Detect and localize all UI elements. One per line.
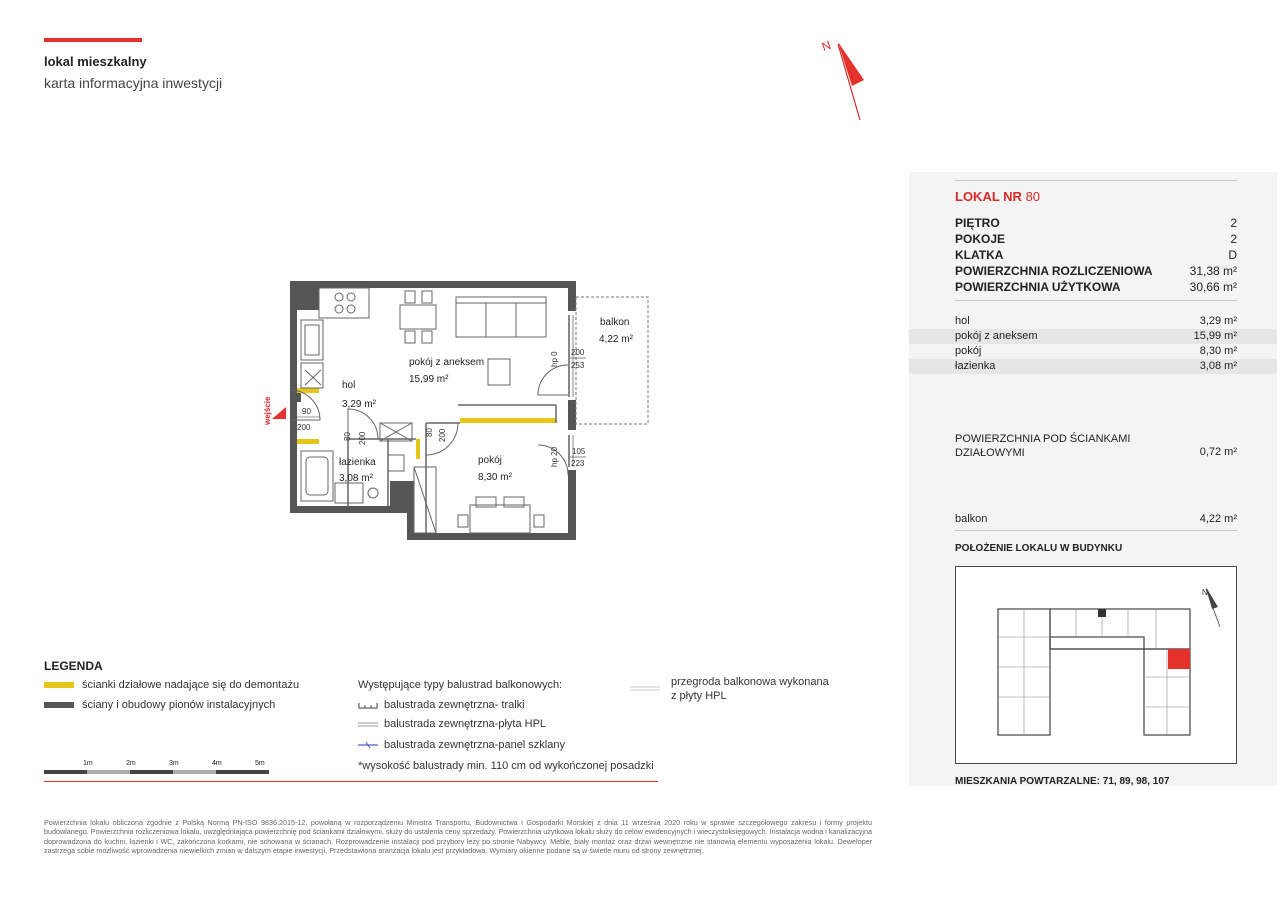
przegroda-line-1: przegroda balkonowa wykonana <box>671 676 829 688</box>
balkon-label: balkon <box>955 513 988 525</box>
info-row-pow-rozliczeniowa <box>955 264 1237 278</box>
building-outline <box>956 567 1238 765</box>
scale-label: 1m <box>83 760 93 767</box>
info-value: 30,66 m² <box>1189 280 1237 294</box>
divider <box>955 300 1237 301</box>
hol-name: hol <box>342 380 356 391</box>
legend-removable: ścianki działowe nadające się do demontażu <box>82 679 300 691</box>
dim-room-width: 80 <box>425 428 434 437</box>
dim-window-h: 223 <box>571 459 585 468</box>
scale-label: 2m <box>126 760 136 767</box>
scale-label: 4m <box>212 760 222 767</box>
info-key: POWIERZCHNIA UŻYTKOWA <box>955 280 1121 294</box>
balustrady-title: Występujące typy balustrad balkonowych: <box>358 679 563 691</box>
scale-label: 3m <box>169 760 179 767</box>
lokal-title <box>955 189 1040 204</box>
room-area: 3,08 m² <box>1199 360 1237 372</box>
legend-swatch-removable <box>44 682 74 688</box>
entry-label: wejście <box>263 396 272 425</box>
pokoj-area: 8,30 m² <box>478 472 512 483</box>
walls-label-2: DZIAŁOWYMI <box>955 447 1025 459</box>
divider <box>955 530 1237 531</box>
balkon-area: 4,22 m² <box>599 334 633 345</box>
location-label: POŁOŻENIE LOKALU W BUDYNKU <box>955 543 1123 554</box>
legend-divider <box>44 781 658 782</box>
balustrade-note: *wysokość balustrady min. 110 cm od wykończonej posadzki <box>358 760 654 772</box>
dim-balkon-w: 200 <box>571 348 585 357</box>
room-name: pokój <box>955 345 982 357</box>
pokoj-aneks-area: 15,99 m² <box>409 374 449 385</box>
room-area: 8,30 m² <box>1199 345 1237 357</box>
sofa <box>456 297 546 337</box>
page-title: lokal mieszkalny <box>44 54 147 69</box>
scale-label: 5m <box>255 760 265 767</box>
entry-arrow-icon <box>272 407 286 431</box>
balkon-value: 4,22 m² <box>1199 513 1237 525</box>
lazienka-name: łazienka <box>339 457 376 468</box>
room-name: pokój z aneksem <box>955 330 1038 342</box>
partitions <box>348 405 556 533</box>
lokal-label: LOKAL NR <box>955 189 1022 204</box>
dim-bath-width: 80 <box>343 432 352 441</box>
lazienka-area: 3,08 m² <box>339 473 373 484</box>
repeat-label: MIESZKANIA POWTARZALNE: 71, 89, 98, 107 <box>955 776 1170 787</box>
info-row-pokoje <box>955 232 1237 246</box>
pokoj-aneks-name: pokój z aneksem <box>409 357 485 368</box>
info-row-pietro <box>955 216 1237 230</box>
info-key: POKOJE <box>955 232 1006 246</box>
dim-bath-height: 200 <box>358 431 367 445</box>
info-value: D <box>1228 248 1237 262</box>
przegroda-icon <box>630 686 660 692</box>
dim-room-height: 200 <box>438 428 447 442</box>
hol-area: 3,29 m² <box>342 399 376 410</box>
room-area: 15,99 m² <box>1193 330 1237 342</box>
walls-value: 0,72 m² <box>1199 446 1237 458</box>
walls-label-1: POWIERZCHNIA POD ŚCIANKAMI <box>955 433 1131 445</box>
scale-bar <box>44 760 269 776</box>
przegroda-line-2: z płyty HPL <box>671 690 727 702</box>
balustrade-hpl-icon <box>358 721 378 729</box>
room-area: 3,29 m² <box>1199 315 1237 327</box>
info-panel <box>909 172 1277 786</box>
dim-hp20: hp 20 <box>550 446 559 467</box>
unit-highlight <box>1168 649 1190 669</box>
balustrade-hpl: balustrada zewnętrzna-płyta HPL <box>384 718 547 730</box>
floor-plan <box>250 275 660 545</box>
legend-title: LEGENDA <box>44 659 103 673</box>
dim-door-height: 200 <box>297 423 311 432</box>
room-row-pokoj-aneks <box>909 329 1277 344</box>
info-key: PIĘTRO <box>955 216 1000 230</box>
room-row-lazienka <box>909 359 1277 374</box>
room-name: hol <box>955 315 970 327</box>
balustrade-glass: balustrada zewnętrzna-panel szklany <box>384 739 565 751</box>
lokal-number: 80 <box>1025 189 1041 204</box>
dim-door-width: 90 <box>302 407 311 416</box>
legend-swatch-fixed <box>44 702 74 708</box>
info-key: POWIERZCHNIA ROZLICZENIOWA <box>955 264 1153 278</box>
dim-window-w: 105 <box>572 447 586 456</box>
dim-balkon-h: 253 <box>571 361 585 370</box>
room-name: łazienka <box>955 360 996 372</box>
info-value: 2 <box>1230 232 1237 246</box>
balustrade-glass-icon <box>358 741 378 749</box>
info-value: 2 <box>1230 216 1237 230</box>
north-label: N <box>819 37 833 54</box>
divider <box>955 180 1237 181</box>
page-subtitle: karta informacyjna inwestycji <box>44 75 223 91</box>
room-row-hol <box>909 314 1277 329</box>
balustrade-tralki-icon <box>358 702 378 710</box>
info-key: KLATKA <box>955 248 1004 262</box>
balustrade-tralki: balustrada zewnętrzna- tralki <box>384 699 525 711</box>
dining-table <box>400 291 510 385</box>
header-accent-bar <box>44 38 142 42</box>
building-location-map <box>955 566 1237 764</box>
info-row-pow-uzytkowa <box>955 280 1237 294</box>
north-arrow-icon <box>818 34 878 124</box>
footnote: Powierzchnia lokalu obliczona zgodnie z Polską Normą PN-ISO 9836:2015-12, powołaną w rozporządzeniu Ministra Transportu, Budownictwa i Gospodarki Morskiej z dnia 11 września 2020 roku w sprawie szczegółowego zakresu i formy projektu budowlanego. Powierzchnia rozliczeniowa lokalu, uwzględniająca powierzchnię pod ściankami działowymi, służy do ustalenia ceny sprzedaży. Powierzchnia użytkowa lokalu służy do celów ewidencyjnych i wieczystoksięgowych. Instalacja wodna i kanalizacyjna doprowadzona do kuchni, łazienki i WC, zakończona korkami, nie schowana w ścianach. Rozprowadzenie instalacji pod przybory leży po stronie Nabywcy. Meble, biały montaż oraz drzwi wewnętrzne nie stanowią elementu wyposażenia lokalu. Deweloper zastrzega sobie możliwość wprowadzenia niewielkich zmian w dalszym etapie inwestycji. Przedstawiona aranżacja lokalu jest przykładowa. Wymiary okienne podane są w świetle muru od strony zewnętrznej. <box>44 818 872 856</box>
dim-hp0: hp 0 <box>550 351 559 367</box>
legend-fixed: ściany i obudowy pionów instalacyjnych <box>82 699 276 711</box>
room-row-pokoj <box>909 344 1277 359</box>
info-row-klatka <box>955 248 1237 262</box>
info-value: 31,38 m² <box>1189 264 1237 278</box>
balkon-name: balkon <box>600 317 630 328</box>
pokoj-name: pokój <box>478 455 502 466</box>
mini-north-label: N <box>1202 588 1208 597</box>
